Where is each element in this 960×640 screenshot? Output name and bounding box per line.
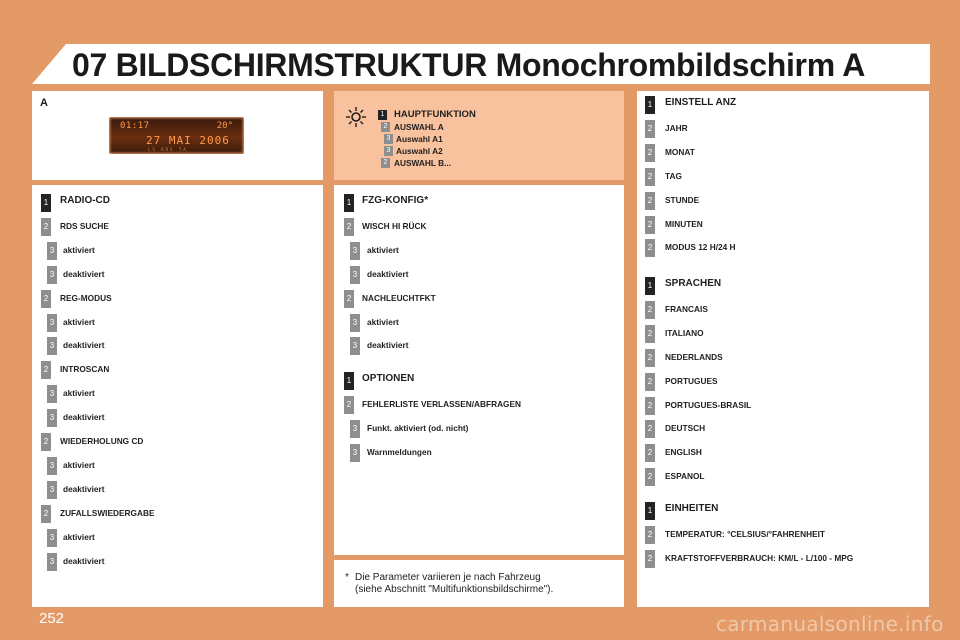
level-2-badge: 2: [645, 420, 655, 438]
level-3-badge: 3: [47, 242, 57, 260]
einheiten-item-label: EINHEITEN: [665, 503, 719, 514]
level-2-badge: 2: [344, 290, 354, 308]
level-1-badge: 1: [378, 110, 387, 120]
level-3-badge: 3: [47, 529, 57, 547]
level-2-badge: 2: [645, 550, 655, 568]
level-2-badge: 2: [645, 144, 655, 162]
einstell-item-label: MONAT: [665, 146, 695, 157]
level-2-badge: 2: [41, 218, 51, 236]
level-2-badge: 2: [645, 301, 655, 319]
sprachen-row: [645, 397, 925, 417]
radio-row: [41, 194, 321, 214]
radio-row: [41, 266, 321, 286]
hauptfunktion-item-label: Auswahl A1: [396, 134, 443, 144]
footnote-line-1: Die Parameter variieren je nach Fahrzeug: [355, 572, 541, 583]
fzg-item-label: aktiviert: [367, 244, 399, 255]
level-1-badge: 1: [645, 277, 655, 295]
sprachen-item-label: ENGLISH: [665, 447, 702, 458]
einstell-item-label: JAHR: [665, 122, 688, 133]
fzg-row: [344, 242, 624, 262]
fzg-row: [344, 314, 624, 334]
level-2-badge: 2: [645, 373, 655, 391]
sprachen-row: [645, 420, 925, 440]
level-2-badge: 2: [381, 122, 390, 132]
fzg-item-label: NACHLEUCHTFKT: [362, 292, 436, 303]
fzg-row: [344, 337, 624, 357]
radio-row: [41, 242, 321, 262]
level-3-badge: 3: [350, 314, 360, 332]
level-2-badge: 2: [645, 216, 655, 234]
level-2-badge: 2: [645, 120, 655, 138]
radio-item-label: aktiviert: [63, 316, 95, 327]
level-1-badge: 1: [645, 96, 655, 114]
level-2-badge: 2: [645, 397, 655, 415]
einstell-item-label: EINSTELL ANZ: [665, 97, 737, 108]
watermark: carmanualsonline.info: [716, 612, 944, 636]
fzg-row: [344, 194, 624, 214]
level-2-badge: 2: [41, 361, 51, 379]
radio-item-label: aktiviert: [63, 531, 95, 542]
sprachen-item-label: DEUTSCH: [665, 423, 706, 434]
sprachen-item-label: PORTUGUES-BRASIL: [665, 399, 752, 410]
einstell-item-label: MINUTEN: [665, 218, 703, 229]
radio-item-label: aktiviert: [63, 388, 95, 399]
radio-row: [41, 481, 321, 501]
radio-item-label: deaktiviert: [63, 340, 105, 351]
fzg-row: [344, 218, 624, 238]
level-2-badge: 2: [645, 444, 655, 462]
einheiten-item-label: TEMPERATUR: °CELSIUS/°FAHRENHEIT: [665, 529, 825, 539]
radio-item-label: ZUFALLSWIEDERGABE: [60, 507, 155, 518]
radio-row: [41, 433, 321, 453]
level-2-badge: 2: [645, 526, 655, 544]
display-time: 01:17: [120, 121, 150, 131]
page-title: 07 BILDSCHIRMSTRUKTUR Monochrombildschirm A: [72, 47, 866, 83]
einheiten-item-label: KRAFTSTOFFVERBRAUCH: KM/L - L/100 - MPG: [665, 553, 854, 563]
level-3-badge: 3: [350, 337, 360, 355]
radio-item-label: deaktiviert: [63, 483, 105, 494]
sprachen-item-label: SPRACHEN: [665, 278, 722, 289]
einstell-item-label: MODUS 12 H/24 H: [665, 242, 736, 253]
radio-item-label: deaktiviert: [63, 268, 105, 279]
fzg-item-label: deaktiviert: [367, 340, 409, 351]
level-3-badge: 3: [47, 457, 57, 475]
sprachen-item-label: ITALIANO: [665, 327, 704, 338]
radio-row: [41, 529, 321, 549]
level-3-badge: 3: [47, 266, 57, 284]
fzg-row: [344, 266, 624, 286]
page-number: 252: [39, 610, 65, 627]
radio-row: [41, 505, 321, 525]
level-2-badge: 2: [645, 168, 655, 186]
radio-row: [41, 337, 321, 357]
level-2-badge: 2: [645, 468, 655, 486]
radio-item-label: WIEDERHOLUNG CD: [60, 436, 144, 446]
level-3-badge: 3: [47, 553, 57, 571]
hauptfunktion-item-label: AUSWAHL A: [394, 122, 444, 132]
fzg-item-label: FZG-KONFIG*: [362, 195, 429, 206]
einstell-row: [645, 192, 925, 212]
fzg-item-label: WISCH HI RÜCK: [362, 220, 427, 231]
level-3-badge: 3: [350, 266, 360, 284]
optionen-item-label: FEHLERLISTE VERLASSEN/ABFRAGEN: [362, 399, 522, 409]
level-3-badge: 3: [47, 337, 57, 355]
sprachen-item-label: PORTUGUES: [665, 375, 718, 386]
optionen-item-label: Warnmeldungen: [367, 447, 432, 457]
level-2-badge: 2: [645, 192, 655, 210]
einheiten-row: [645, 550, 925, 570]
level-3-badge: 3: [384, 146, 393, 156]
radio-item-label: RDS SUCHE: [60, 220, 109, 231]
display-label: A: [40, 97, 48, 109]
fzg-row: [344, 290, 624, 310]
hauptfunktion-item-label: Auswahl A2: [396, 146, 443, 156]
radio-row: [41, 314, 321, 334]
level-2-badge: 2: [645, 239, 655, 257]
optionen-row: [344, 444, 624, 464]
level-3-badge: 3: [47, 385, 57, 403]
level-2-badge: 2: [645, 325, 655, 343]
radio-row: [41, 553, 321, 573]
fzg-panel: [334, 185, 624, 555]
radio-item-label: INTROSCAN: [60, 364, 110, 375]
level-3-badge: 3: [350, 444, 360, 462]
einstell-row: [645, 120, 925, 140]
level-3-badge: 3: [47, 409, 57, 427]
einheiten-row: [645, 526, 925, 546]
footnote-line-2: (siehe Abschnitt "Multifunktionsbildschirme").: [355, 584, 554, 595]
note-asterisk: *: [345, 572, 349, 583]
level-2-badge: 2: [41, 505, 51, 523]
hauptfunktion-item-label: HAUPTFUNKTION: [394, 109, 476, 120]
level-2-badge: 2: [645, 349, 655, 367]
einstell-row: [645, 168, 925, 188]
footnote: [355, 572, 553, 596]
sprachen-item-label: NEDERLANDS: [665, 351, 723, 362]
sprachen-row: [645, 444, 925, 464]
hauptfunktion-row: [378, 158, 658, 178]
hauptfunktion-item-label: AUSWAHL B...: [394, 158, 452, 168]
radio-row: [41, 290, 321, 310]
einstell-row: [645, 216, 925, 236]
level-3-badge: 3: [47, 481, 57, 499]
level-2-badge: 2: [344, 396, 354, 414]
radio-item-label: deaktiviert: [63, 555, 105, 566]
display-temp: 20°: [216, 121, 233, 131]
radio-row: [41, 385, 321, 405]
monochrome-display: [109, 117, 244, 154]
sprachen-row: [645, 373, 925, 393]
einstell-row: [645, 239, 925, 259]
radio-row: [41, 409, 321, 429]
level-3-badge: 3: [384, 134, 393, 144]
optionen-item-label: Funkt. aktiviert (od. nicht): [367, 423, 469, 433]
einheiten-row: [645, 502, 925, 522]
einstell-item-label: TAG: [665, 170, 682, 181]
radio-item-label: REG-MODUS: [60, 292, 112, 303]
radio-item-label: RADIO-CD: [60, 195, 110, 206]
display-indicators: LS RDS TA: [148, 147, 188, 152]
level-3-badge: 3: [47, 314, 57, 332]
level-1-badge: 1: [41, 194, 51, 212]
level-1-badge: 1: [344, 194, 354, 212]
sprachen-row: [645, 468, 925, 488]
level-2-badge: 2: [41, 290, 51, 308]
optionen-item-label: OPTIONEN: [362, 373, 415, 384]
radio-row: [41, 218, 321, 238]
level-2-badge: 2: [344, 218, 354, 236]
einstell-row: [645, 96, 925, 116]
level-1-badge: 1: [344, 372, 354, 390]
sprachen-row: [645, 349, 925, 369]
optionen-row: [344, 420, 624, 440]
radio-item-label: deaktiviert: [63, 412, 105, 423]
fzg-item-label: deaktiviert: [367, 268, 409, 279]
radio-row: [41, 361, 321, 381]
level-3-badge: 3: [350, 242, 360, 260]
radio-row: [41, 457, 321, 477]
fzg-item-label: aktiviert: [367, 316, 399, 327]
level-2-badge: 2: [381, 158, 390, 168]
optionen-row: [344, 396, 624, 416]
level-3-badge: 3: [350, 420, 360, 438]
einstell-item-label: STUNDE: [665, 194, 700, 205]
optionen-row: [344, 372, 624, 392]
sprachen-row: [645, 325, 925, 345]
radio-item-label: aktiviert: [63, 244, 95, 255]
sprachen-row: [645, 277, 925, 297]
sprachen-item-label: FRANCAIS: [665, 303, 708, 314]
level-2-badge: 2: [41, 433, 51, 451]
einstell-row: [645, 144, 925, 164]
level-1-badge: 1: [645, 502, 655, 520]
display-date: 27 MAI 2006: [146, 134, 230, 147]
sprachen-item-label: ESPANOL: [665, 471, 705, 482]
light-settings-icon: [345, 106, 367, 128]
sprachen-row: [645, 301, 925, 321]
radio-item-label: aktiviert: [63, 459, 95, 470]
